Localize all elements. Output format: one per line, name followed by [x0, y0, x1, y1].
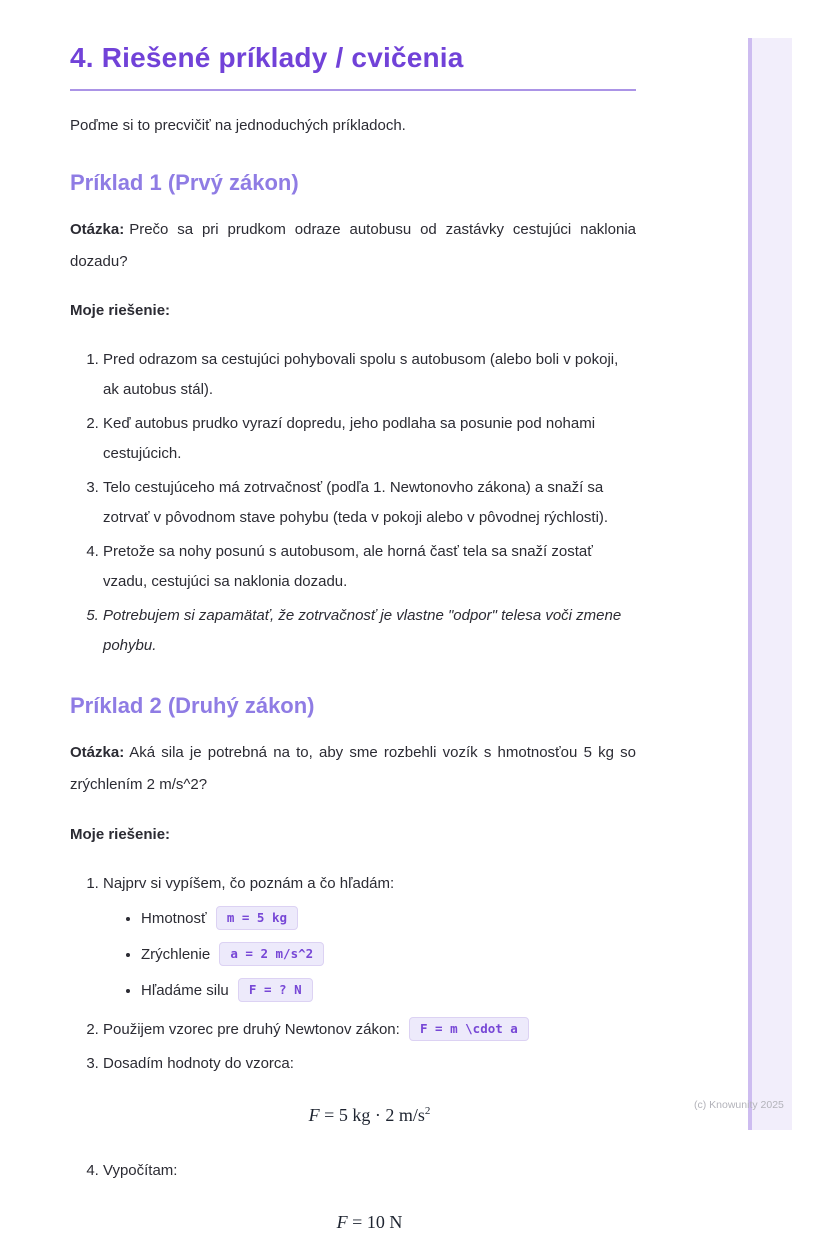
value-label: Hmotnosť [141, 909, 207, 927]
example1-heading: Príklad 1 (Prvý zákon) [70, 169, 299, 195]
list-item: 2. Keď autobus prudko vyrazí dopredu, jeho podlaha sa posunie pod nohami cestujúcich. [103, 409, 636, 469]
example1-question [70, 214, 636, 279]
document-page [70, 0, 636, 1234]
example2-steps [70, 869, 636, 1234]
formula-variable: F [308, 1104, 320, 1125]
watermark: (c) Knowunity 2025 [694, 1099, 784, 1111]
value-label: Hľadáme silu [141, 981, 229, 999]
list-item [103, 869, 636, 1007]
step-text: Použijem vzorec pre druhý Newtonov zákon: [103, 1020, 400, 1038]
question-label: Otázka: [70, 744, 125, 761]
formula-body: = 10 N [347, 1212, 403, 1233]
step-text: Najprv si vypíšem, čo poznám a čo hľadám: [103, 874, 395, 892]
list-item [103, 1015, 636, 1045]
example2-heading: Príklad 2 (Druhý zákon) [70, 693, 315, 718]
example1-solution-label: Moje riešenie: [70, 302, 171, 319]
page-title: 4. Riešené príklady / cvičenia [70, 42, 464, 73]
list-item [141, 903, 636, 935]
list-item-note: 5. Potrebujem si zapamätať, že zotrvačnosť je vlastne "odpor" telesa voči zmene pohybu. [103, 601, 636, 661]
list-item [103, 1156, 636, 1234]
example2-solution-label: Moje riešenie: [70, 825, 171, 843]
step-text: Dosadím hodnoty do vzorca: [103, 1054, 294, 1072]
code-chip-mass: m = 5 kg [216, 906, 298, 930]
title-divider [70, 89, 636, 91]
question-text: Prečo sa pri prudkom odraze autobusu od zastávky cestujúci naklonia dozadu? [70, 220, 636, 270]
code-chip-acceleration: a = 2 m/s^2 [219, 942, 324, 966]
formula-substitution [103, 1105, 636, 1127]
list-item: 1. Pred odrazom sa cestujúci pohybovali spolu s autobusom (alebo boli v pokoji, ak autobus stál). [103, 345, 636, 405]
page-edge-decoration [748, 38, 792, 1130]
code-chip-formula: F = m \cdot a [409, 1017, 529, 1041]
formula-superscript: 2 [424, 1104, 431, 1117]
formula-body: = 5 kg · 2 m/s [319, 1104, 425, 1125]
known-values-list [103, 903, 636, 1007]
list-item [141, 975, 636, 1007]
intro-text: Poďme si to precvičiť na jednoduchých príkladoch. [70, 117, 406, 134]
question-label: Otázka: [70, 220, 125, 238]
formula-result [103, 1212, 636, 1234]
example1-steps [70, 345, 636, 661]
step-text: Vypočítam: [103, 1162, 178, 1180]
list-item [103, 1049, 636, 1127]
list-item: 3. Telo cestujúceho má zotrvačnosť (podľa 1. Newtonovho zákona) a snaží sa zotrvať v pôvodnom stave pohybu (teda v pokoji alebo v pôvodnej rýchlosti). [103, 473, 636, 533]
question-text: Aká sila je potrebná na to, aby sme rozbehli vozík s hmotnosťou 5 kg so zrýchlením 2 m/s^2? [70, 744, 636, 794]
formula-variable: F [336, 1212, 348, 1233]
value-label: Zrýchlenie [141, 945, 211, 963]
list-item: 4. Pretože sa nohy posunú s autobusom, ale horná časť tela sa snaží zostať vzadu, cestujúci sa naklonia dozadu. [103, 537, 636, 597]
list-item [141, 939, 636, 971]
example2-question [70, 737, 636, 802]
code-chip-force-unknown: F = ? N [238, 978, 313, 1002]
